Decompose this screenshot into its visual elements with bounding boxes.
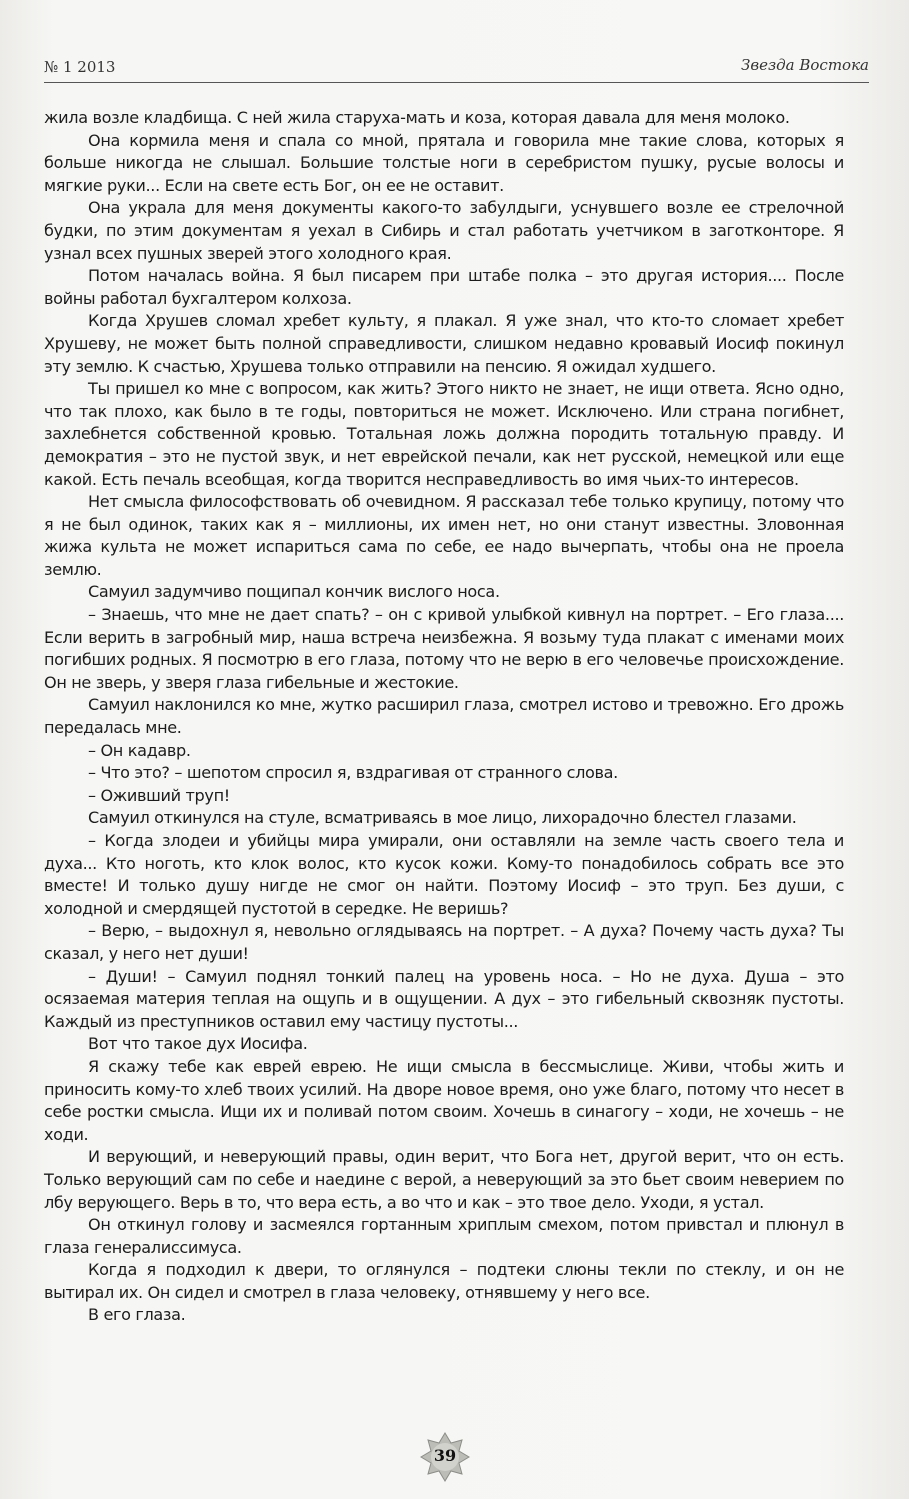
paragraph: Ты пришел ко мне с вопросом, как жить? Этого никто не знает, не ищи ответа. Ясно одно, что так плохо, как было в те годы, повториться не может. Исключено. Или страна погибнет, захлебнется собственной кровью. Тотальная ложь должна породить тотальную правду. И демократия – это не пустой звук, и нет еврейской печали, как нет русской, немецкой или еще какой. Есть печаль всеобщая, когда творится несправедливость во имя чьих-то интересов.: [44, 379, 844, 489]
dialogue-line: – Оживший труп!: [88, 785, 230, 805]
dialogue-line: – Когда злодеи и убийцы мира умирали, они оставляли на земле часть своего тела и духа... Кто ноготь, кто клок волос, кто кусок кожи. Кому-то понадобилось собрать все это вместе! И только душу нигде не смог он найти. Поэтому Иосиф – это труп. Без души, с холодной и смердящей пустотой в середке. Не веришь?: [44, 831, 844, 918]
paragraph: Самуил задумчиво пощипал кончик вислого носа.: [88, 582, 500, 602]
paragraph: Я скажу тебе как еврей еврею. Не ищи смысла в бессмыслице. Живи, чтобы жить и приносить кому-то хлеб твоих усилий. На дворе новое время, оно уже благо, потому что несет в себе ростки смысла. Ищи их и поливай потом своим. Хочешь в синагогу – ходи, не хочешь – не ходи.: [44, 1056, 844, 1144]
article-body: [44, 107, 844, 1327]
paragraph: Вот что такое дух Иосифа.: [88, 1034, 308, 1054]
paragraph: Нет смысла философствовать об очевидном. Я рассказал тебе только крупицу, потому что я не был одинок, таких как я – миллионы, их имен нет, но они станут известны. Зловонная жижа культа не может испариться сама по себе, ее надо вычерпать, чтобы она не проела землю.: [44, 492, 844, 579]
paragraph: Она кормила меня и спала со мной, прятала и говорила мне такие слова, которых я больше никогда не слышал. Большие толстые ноги в серебристом пушку, русые волосы и мягкие руки... Если на свете есть Бог, он ее не оставит.: [44, 130, 844, 195]
page-number: 39: [433, 1446, 457, 1465]
dialogue-line: – Души! – Самуил поднял тонкий палец на уровень носа. – Но не духа. Душа – это осязаемая материя теплая на ощупь и в ощущении. А дух – это гибельный сквозняк пустоты. Каждый из преступников оставил ему частицу пустоты...: [44, 966, 844, 1031]
journal-title: Звезда Востока: [741, 56, 869, 74]
paragraph: Когда я подходил к двери, то оглянулся – подтеки слюны текли по стеклу, и он не вытирал их. Он сидел и смотрел в глаза человеку, отнявшему у него все.: [44, 1260, 844, 1302]
paragraph: В его глаза.: [88, 1305, 186, 1325]
running-header: [44, 52, 869, 83]
paragraph: Она украла для меня документы какого-то забулдыги, уснувшего возле ее стрелочной будки, по этим документам я уехал в Сибирь и стал работать учетчиком в заготконторе. Я узнал всех пушных зверей этого холодного края.: [44, 198, 844, 263]
paragraph: – Знаешь, что мне не дает спать? – он с кривой улыбкой кивнул на портрет. – Его глаза.... Если верить в загробный мир, наша встреча неизбежна. Я возьму туда плакат с именами моих погибших родных. Я посмотрю в его глаза, потому что не верю в его человечье происхождение. Он не зверь, у зверя глаза гибельные и жестокие.: [44, 605, 844, 692]
paragraph: И верующий, и неверующий правы, один верит, что Бога нет, другой верит, что он есть. Только верующий сам по себе и наедине с верой, а неверующий за это бьет своим неверием по лбу верующего. Верь в то, что вера есть, а во что и как – это твое дело. Уходи, я устал.: [44, 1147, 844, 1212]
paragraph: Самуил наклонился ко мне, жутко расширил глаза, смотрел истово и тревожно. Его дрожь передалась мне.: [44, 695, 844, 738]
paragraph: Когда Хрушев сломал хребет культу, я плакал. Я уже знал, что кто-то сломает хребет Хрушеву, не может быть полной справедливости, слишком недавно кровавый Иосиф покинул эту землю. К счастью, Хрушева только отправили на пенсию. Я ожидал худшего.: [44, 311, 844, 376]
dialogue-line: – Что это? – шепотом спросил я, вздрагивая от странного слова.: [88, 763, 618, 783]
paragraph: Потом началась война. Я был писарем при штабе полка – это другая история.... После войны работал бухгалтером колхоза.: [44, 266, 844, 308]
paragraph: жила возле кладбища. С ней жила старуха-мать и коза, которая давала для меня молоко.: [44, 108, 790, 127]
paragraph: Он откинул голову и засмеялся гортанным хриплым смехом, потом привстал и плюнул в глаза генералиссимуса.: [44, 1215, 844, 1257]
paragraph: Самуил откинулся на стуле, всматриваясь в мое лицо, лихорадочно блестел глазами.: [88, 808, 797, 828]
page-number-badge: [420, 1432, 470, 1482]
issue-number: № 1 2013: [44, 58, 116, 76]
dialogue-line: – Он кадавр.: [88, 740, 191, 760]
dialogue-line: – Верю, – выдохнул я, невольно оглядываясь на портрет. – А духа? Почему часть духа? Ты сказал, у него нет души!: [44, 921, 844, 963]
